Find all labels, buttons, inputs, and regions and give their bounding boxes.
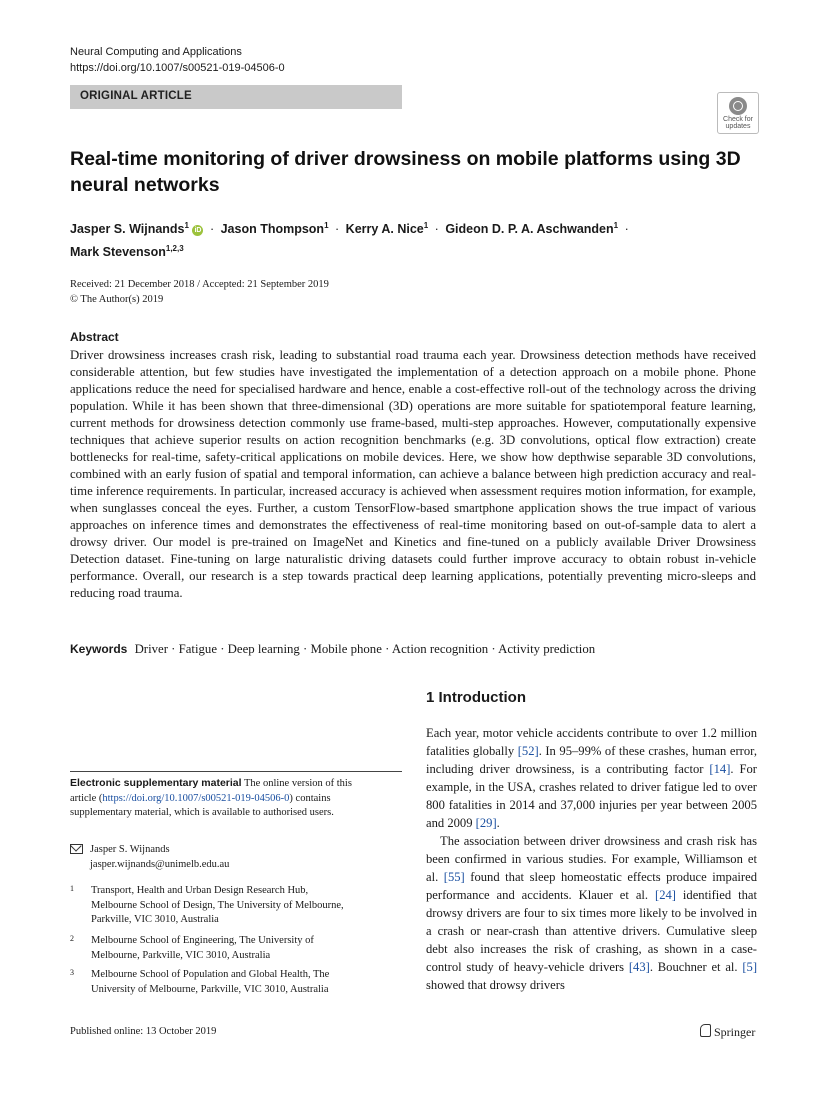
publisher-name: Springer [714, 1025, 756, 1039]
citation-link[interactable]: [43] [628, 960, 650, 974]
paper-title: Real-time monitoring of driver drowsiness on mobile platforms using 3D neural networks [70, 148, 741, 196]
text-run: Each year, motor vehicle accidents contribute to over 1.2 million fatalities globally [426, 726, 757, 758]
keywords [70, 641, 760, 658]
author-separator: · [209, 222, 215, 237]
affiliation-line: Transport, Health and Urban Design Research Hub, [91, 885, 309, 896]
footnote-divider [70, 771, 402, 772]
published-date: Published online: 13 October 2019 [70, 1026, 217, 1037]
author-affiliation: 1 [423, 221, 429, 230]
citation-link[interactable]: [29] [475, 816, 497, 830]
section-heading-introduction: 1 Introduction [426, 689, 526, 706]
envelope-icon [70, 844, 83, 854]
check-updates-text-2: updates [725, 123, 751, 130]
text-run: showed that drowsy drivers [426, 978, 565, 992]
author-name[interactable]: Jason Thompson [220, 222, 325, 237]
esm-heading: Electronic supplementary material [70, 777, 242, 789]
author-separator: · [335, 222, 340, 237]
author-name[interactable]: Gideon D. P. A. Aschwanden [445, 222, 614, 237]
intro-paragraph-2 [426, 832, 757, 994]
publisher-logo [700, 1024, 755, 1040]
author-affiliation: 1,2,3 [165, 244, 184, 254]
esm-text-post: ) contains supplementary material, which is available to authorised users. [70, 792, 334, 818]
check-for-updates-button[interactable] [717, 92, 759, 134]
author-list [70, 216, 770, 262]
author-affiliation: 1 [324, 221, 329, 230]
citation-link[interactable]: [24] [655, 888, 676, 902]
orcid-icon[interactable]: iD [194, 227, 202, 235]
author-separator: · [434, 222, 439, 237]
doi-link[interactable]: https://doi.org/10.1007/s00521-019-04506-0 [70, 62, 285, 74]
intro-paragraph-1 [426, 724, 757, 832]
check-updates-text-1: Check for [723, 116, 753, 123]
affiliation-line: Melbourne School of Population and Global Health, The [91, 969, 330, 980]
journal-name: Neural Computing and Applications [70, 46, 242, 58]
article-type-bar [70, 85, 402, 109]
author-name[interactable]: Mark Stevenson [70, 245, 166, 260]
received-accepted: Received: 21 December 2018 / Accepted: 21 September 2019 [70, 279, 329, 290]
affiliation-number: 2 [70, 934, 74, 943]
text-run: identified that drowsy drivers are four to six times more likely to be involved in a crash or near-crash than attentive drivers. Cumulative sleep debt also increases the risk of crashing, as shown in a case-control study of heavy-vehicle drivers [426, 888, 757, 974]
text-run: . [496, 816, 500, 830]
citation-link[interactable]: [52] [517, 744, 539, 758]
affiliation-2 [70, 934, 390, 963]
corresponding-name: Jasper S. Wijnands [90, 844, 170, 855]
abstract-text: Driver drowsiness increases crash risk, leading to substantial road trauma each year. Drowsiness detection methods have received considerable attention, but few studies have investigated the implementation of a detection approach on a mobile phone. Phone applications reduce the need for specialised hardware and hence, enable a cost-effective roll-out of the technology across the driving population. While it has been shown that three-dimensional (3D) operations are more suitable for spatiotemporal feature learning, current methods for drowsiness detection commonly use frame-based, multi-step approaches. However, computationally expensive techniques that achieve superior results on action recognition benchmarks (e.g. 3D convolutions, optical flow extraction) create bottlenecks for real-time, safety-critical applications on mobile devices. Here, we show how depthwise separable 3D convolutions, combined with an early fusion of spatial and temporal information, can achieve a balance between high prediction accuracy and real-time inference requirements. In particular, increased accuracy is achieved when assessment requires motion information, for example, when sunglasses conceal the eyes. Further, a custom TensorFlow-based smartphone application shows the true impact of various approaches on inference times and demonstrates the effectiveness of real-time monitoring based on out-of-sample data to alert a drowsy driver. Our model is pre-trained on ImageNet and Kinetics and fine-tuned on a publicly available Driver Drowsiness Detection dataset. Fine-tuning on large naturalistic driving datasets could further improve accuracy to obtain robust in-vehicle performance. Overall, our research is a step towards practical deep learning applications, potentially preventing micro-sleeps and reducing road trauma. [70, 348, 756, 600]
introduction-body [426, 724, 757, 994]
affiliation-number: 3 [70, 968, 74, 977]
affiliation-line: Melbourne School of Engineering, The University of [91, 935, 314, 946]
affiliation-line: Parkville, VIC 3010, Australia [91, 914, 219, 925]
citation-link[interactable]: [55] [443, 870, 465, 884]
text-run: . Bouchner et al. [649, 960, 743, 974]
citation-link[interactable]: [14] [709, 762, 731, 776]
author-name[interactable]: Kerry A. Nice [345, 222, 424, 237]
author-affiliation: 1 [184, 221, 189, 230]
affiliation-line: University of Melbourne, Parkville, VIC 3010, Australia [91, 983, 329, 995]
text-run: found that sleep homeostatic effects produce impaired performance and accidents. Klauer et al. [426, 870, 758, 902]
text-run: . For example, in the USA, crashes related to driver fatigue led to over 800 fatalities in 2014 and 37,000 injuries per year between 2005 and 2009 [426, 762, 757, 830]
keywords-list: Driver · Fatigue · Deep learning · Mobile phone · Action recognition · Activity prediction [134, 642, 596, 656]
article-type-label: ORIGINAL ARTICLE [80, 90, 192, 102]
text-run: The association between driver drowsiness and crash risk has been confirmed in various studies. For example, Williamson et al. [426, 834, 757, 884]
author-name[interactable]: Jasper S. Wijnands [70, 222, 185, 237]
affiliation-line: Melbourne, Parkville, VIC 3010, Australia [91, 949, 271, 961]
text-run: . In 95–99% of these crashes, human error, including driver drowsiness, is a contributing factor [426, 744, 757, 776]
author-affiliation: 1 [613, 221, 619, 230]
corresponding-email[interactable]: jasper.wijnands@unimelb.edu.au [90, 858, 230, 870]
author-separator: · [624, 222, 629, 237]
affiliation-line: Melbourne School of Design, The University of Melbourne, [91, 899, 344, 911]
citation-link[interactable]: [5] [742, 960, 758, 974]
abstract-heading: Abstract [70, 330, 119, 344]
corresponding-author [70, 843, 229, 872]
supplementary-material-note [70, 776, 366, 821]
springer-horse-icon [700, 1024, 711, 1037]
affiliation-1 [70, 884, 390, 928]
esm-text-pre: The online version of this article ( [70, 778, 352, 804]
keywords-heading: Keywords [70, 642, 128, 656]
article-dates [70, 277, 329, 307]
copyright: © The Author(s) 2019 [70, 294, 164, 305]
crossmark-icon [729, 97, 747, 115]
journal-header [70, 44, 285, 76]
esm-doi-link[interactable]: https://doi.org/10.1007/s00521-019-04506-0 [102, 792, 290, 804]
affiliation-number: 1 [70, 884, 74, 893]
affiliation-3 [70, 968, 390, 997]
